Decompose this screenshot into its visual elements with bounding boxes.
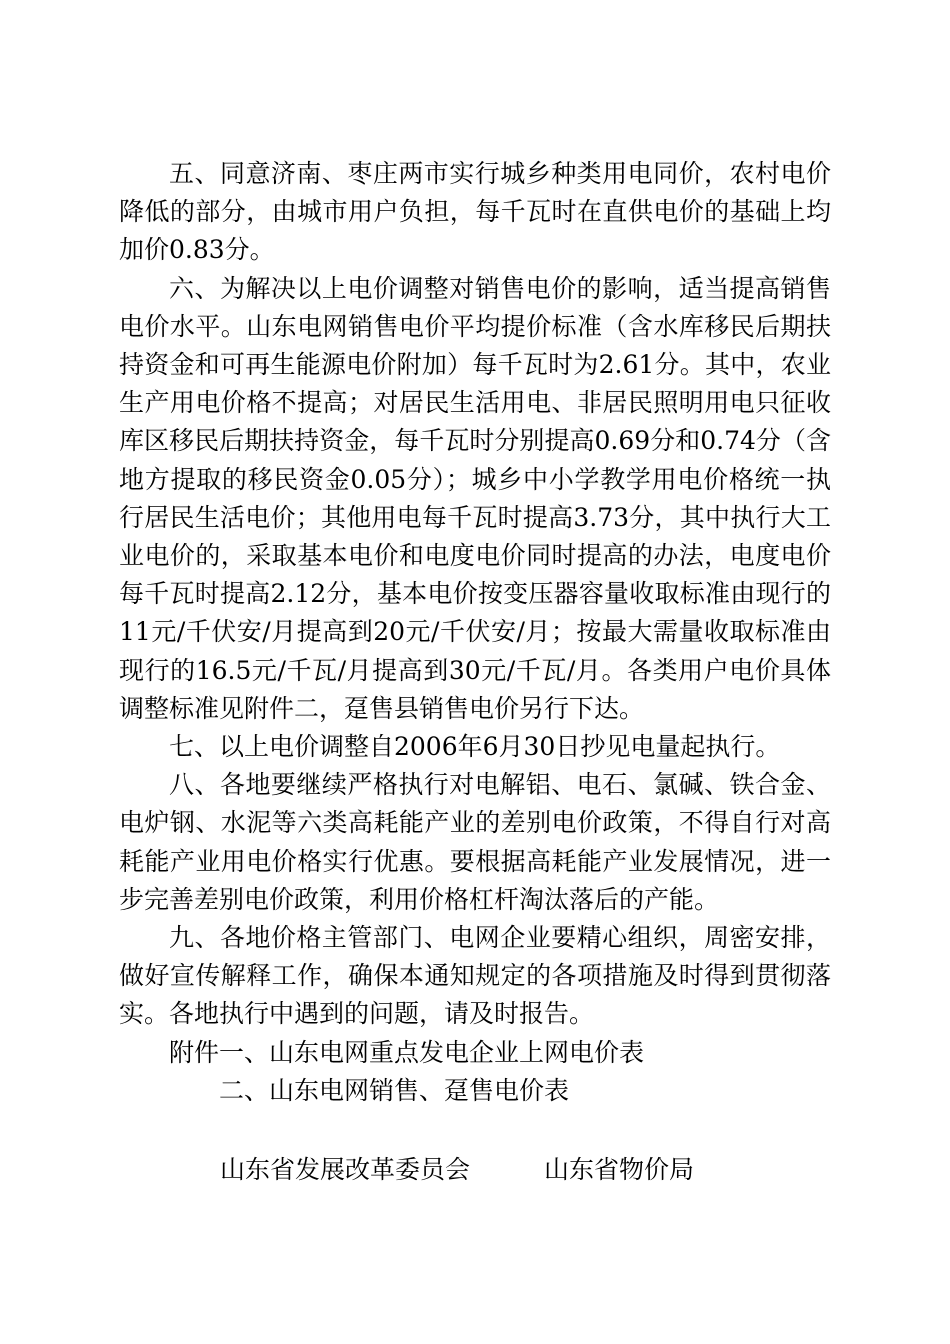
document-body [119,155,831,1110]
paragraph-5: 五、同意济南、枣庄两市实行城乡种类用电同价，农村电价降低的部分，由城市用户负担，每千瓦时在直供电价的基础上均加价0.83分。 [119,159,831,265]
attachment-one: 附件一、山东电网重点发电企业上网电价表 [169,1037,645,1067]
paragraph-9: 九、各地价格主管部门、电网企业要精心组织，周密安排，做好宣传解释工作，确保本通知规定的各项措施及时得到贯彻落实。各地执行中遇到的问题，请及时报告。 [119,923,831,1029]
attachment-two: 二、山东电网销售、趸售电价表 [219,1075,570,1105]
paragraph-6: 六、为解决以上电价调整对销售电价的影响，适当提高销售电价水平。山东电网销售电价平均提价标准（含水库移民后期扶持资金和可再生能源电价附加）每千瓦时为2.61分。其中，农业生产用电价格不提高；对居民生活用电、非居民照明用电只征收库区移民后期扶持资金，每千瓦时分别提高0.69分和0.74分（含地方提取的移民资金0.05分）；城乡中小学教学用电价格统一执行居民生活电价；其他用电每千瓦时提高3.73分，其中执行大工业电价的，采取基本电价和电度电价同时提高的办法，电度电价每千瓦时提高2.12分，基本电价按变压器容量收取标准由现行的11元/千伏安/月提高到20元/千伏安/月；按最大需量收取标准由现行的16.5元/千瓦/月提高到30元/千瓦/月。各类用户电价具体调整标准见附件二，趸售县销售电价另行下达。 [119,273,831,723]
issuer-price-bureau: 山东省物价局 [543,1155,694,1184]
paragraph-7: 七、以上电价调整自2006年6月30日抄见电量起执行。 [169,732,781,762]
signature-block [220,1151,820,1189]
issuer-development-reform-commission: 山东省发展改革委员会 [220,1155,471,1184]
paragraph-8: 八、各地要继续严格执行对电解铝、电石、氯碱、铁合金、电炉钢、水泥等六类高耗能产业的差别电价政策，不得自行对高耗能产业用电价格实行优惠。要根据高耗能产业发展情况，进一步完善差别电价政策，利用价格杠杆淘汰落后的产能。 [119,770,831,914]
